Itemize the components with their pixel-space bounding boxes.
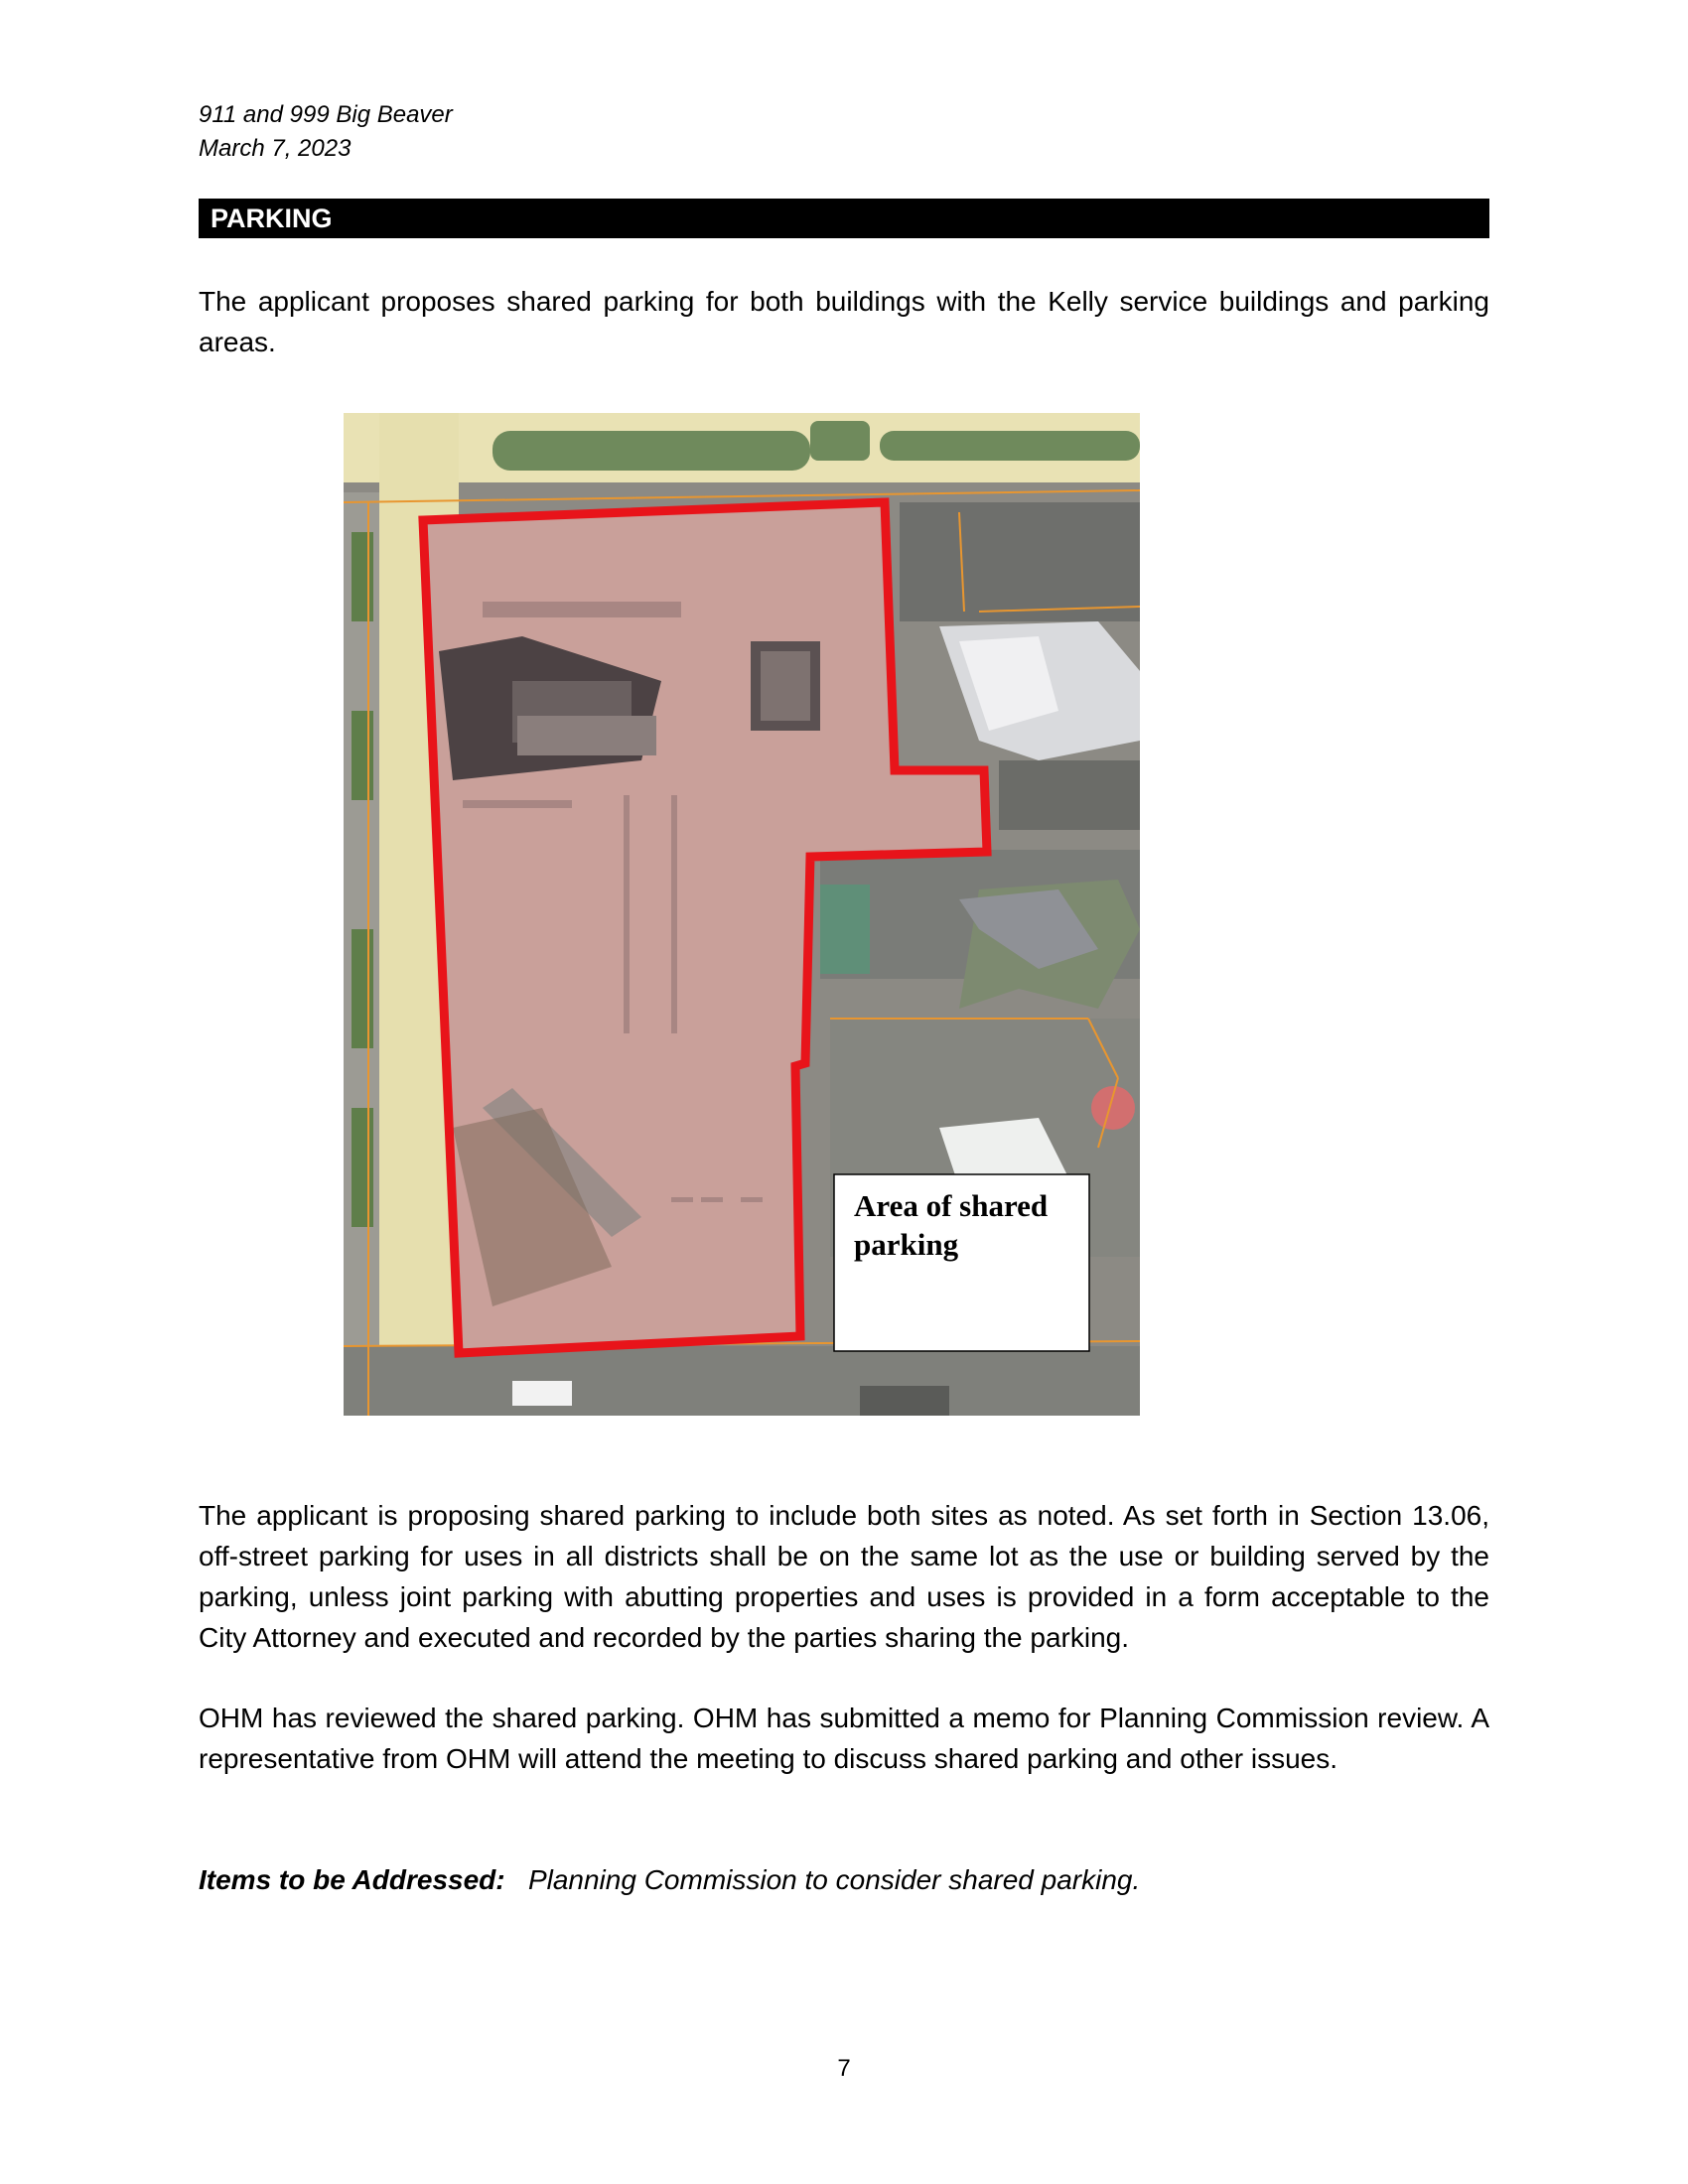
map-callout-line1: Area of shared xyxy=(854,1188,1049,1223)
map-median-2 xyxy=(810,421,870,461)
header-address: 911 and 999 Big Beaver xyxy=(199,101,453,128)
shared-parking-aerial-map xyxy=(344,413,1140,1416)
map-lot-ne xyxy=(900,502,1140,621)
map-median-1 xyxy=(492,431,810,471)
intro-paragraph: The applicant proposes shared parking for both buildings with the Kelly service buildings and parking areas. xyxy=(199,286,1489,357)
map-callout-line2: parking xyxy=(854,1227,959,1262)
map-lot-east xyxy=(999,760,1140,830)
page-number: 7 xyxy=(837,2055,851,2082)
header-date: March 7, 2023 xyxy=(199,135,352,162)
section-13-06-paragraph: The applicant is proposing shared parking to include both sites as noted. As set forth in Section 13.06, off-street parking for uses in all districts shall be on the same lot as the use or building served by the parking, unless joint parking with abutting properties and uses is provided in a form acceptable to the City Attorney and executed and recorded by the parties sharing the parking. xyxy=(199,1500,1489,1653)
map-median-3 xyxy=(880,431,1140,461)
ohm-review-paragraph: OHM has reviewed the shared parking. OHM has submitted a memo for Planning Commission review. A representative from OHM will attend the meeting to discuss shared parking and other issues. xyxy=(199,1703,1489,1774)
items-to-be-addressed xyxy=(199,1859,1140,1900)
section-heading-parking: PARKING xyxy=(199,199,1489,238)
map-tennis-court xyxy=(820,885,870,974)
items-text: Planning Commission to consider shared parking. xyxy=(527,1864,1141,1895)
items-label: Items to be Addressed: xyxy=(199,1864,505,1895)
